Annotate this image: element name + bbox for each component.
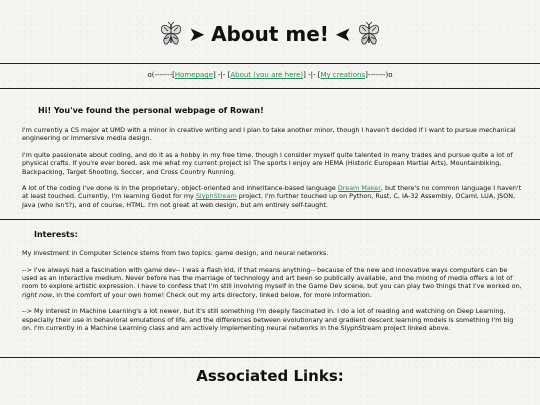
intro-paragraph-3 (22, 184, 522, 209)
emphasis-right-now: right now (22, 290, 53, 299)
moth-left-icon (160, 21, 182, 47)
intro-p3-text: , but there's no common language I haven't at least touched. Currently, I'm learning Godot for my (22, 184, 522, 201)
page-header (0, 12, 540, 56)
interests-paragraph-1: My investment in Computer Science stems from two topics: game design, and neural networks. (22, 249, 329, 258)
associated-divider (0, 357, 540, 358)
moth-right-icon (358, 21, 380, 47)
main-content (22, 106, 522, 341)
greeting-heading: Hi! You've found the personal webpage of Rowan! (38, 106, 264, 115)
nav-link-about[interactable]: About (you are here) (230, 71, 304, 79)
title-arrow-right: ➤ (334, 22, 352, 46)
intro-paragraph-1: I'm currently a CS major at UMD with a minor in creative writing and I plan to take another minor, though I haven't decided if I want to pursue mechanical engineering or immersive media design. (22, 126, 516, 143)
dream-maker-link[interactable]: Dream Maker (337, 184, 381, 193)
title-text: About me! (211, 22, 329, 46)
interests-divider (0, 219, 540, 220)
nav-prefix: o(-------[ (147, 71, 175, 79)
interests-paragraph-3: --> My interest in Machine Learning's a lot newer, but it's still something I'm deeply fascinated in. I do a lot of reading and watching on Deep Learning, especially their use in behavioral emulations of life, and the differences between evolutionary and gradient descent learning models is something I'm big on. I'm currently in a Machine Learning class and am actively implementing neural networks in the SlyphStream project linked above. (22, 307, 514, 333)
intro-paragraph-2: I'm quite passionate about coding, and do it as a hobby in my free time, though I consider myself quite talented in many trades and pursue quite a lot of physical crafts. If you're ever bored, ask me what my current project is! The sports I enjoy are HEMA (Historic European Martial Arts), Mountainbiking, Backpacking, Target Shooting, Soccer, and Cross Country Running. (22, 150, 513, 176)
slyphstream-link[interactable]: SlyphStream (195, 192, 237, 201)
nav-link-creations[interactable]: My creations (320, 71, 366, 79)
page-title (160, 21, 379, 47)
nav-link-homepage[interactable]: Homepage (174, 71, 214, 79)
title-arrow-left: ➤ (188, 22, 206, 46)
intro-p3-text: project. I'm further touched up on Python, Rust, C, IA-32 Assembly, OCaml, LUA, JSON, Java (who isn't?), and of course, HTML. I'm not great at web design, but am entirely self-taught. (22, 192, 516, 209)
associated-links-heading: Associated Links: (196, 367, 344, 385)
nav-separator: ] -|- [ (213, 71, 231, 79)
intro-p3-text: A lot of the coding I've done is in the proprietary, object-oriented and inheritance-based language (22, 184, 338, 193)
interests-paragraph-2 (22, 266, 522, 300)
interests-heading: Interests: (34, 230, 78, 240)
interests-p2-text: , in the comfort of your own home! Check out my arts directory, linked below, for more information. (52, 290, 372, 299)
interests-p2-text: --> I've always had a fascination with game dev-- I was a flash kid, if that means anything-- because of the new and innovative ways computers can be used as an interactive medium. Never before has the marriage of technology and art been so publically available, and the mixing of media offers a lot of room to explore artistic expression. I have to confess that I'm still involving myself in the Game Dev scene, but you can play two things that I've worked on, (22, 265, 522, 291)
top-divider (0, 63, 540, 64)
nav-bar (0, 70, 540, 80)
nav-separator: ] -|- [ (303, 71, 321, 79)
nav-divider (0, 88, 540, 89)
nav-suffix: ]-------)o (365, 71, 393, 79)
